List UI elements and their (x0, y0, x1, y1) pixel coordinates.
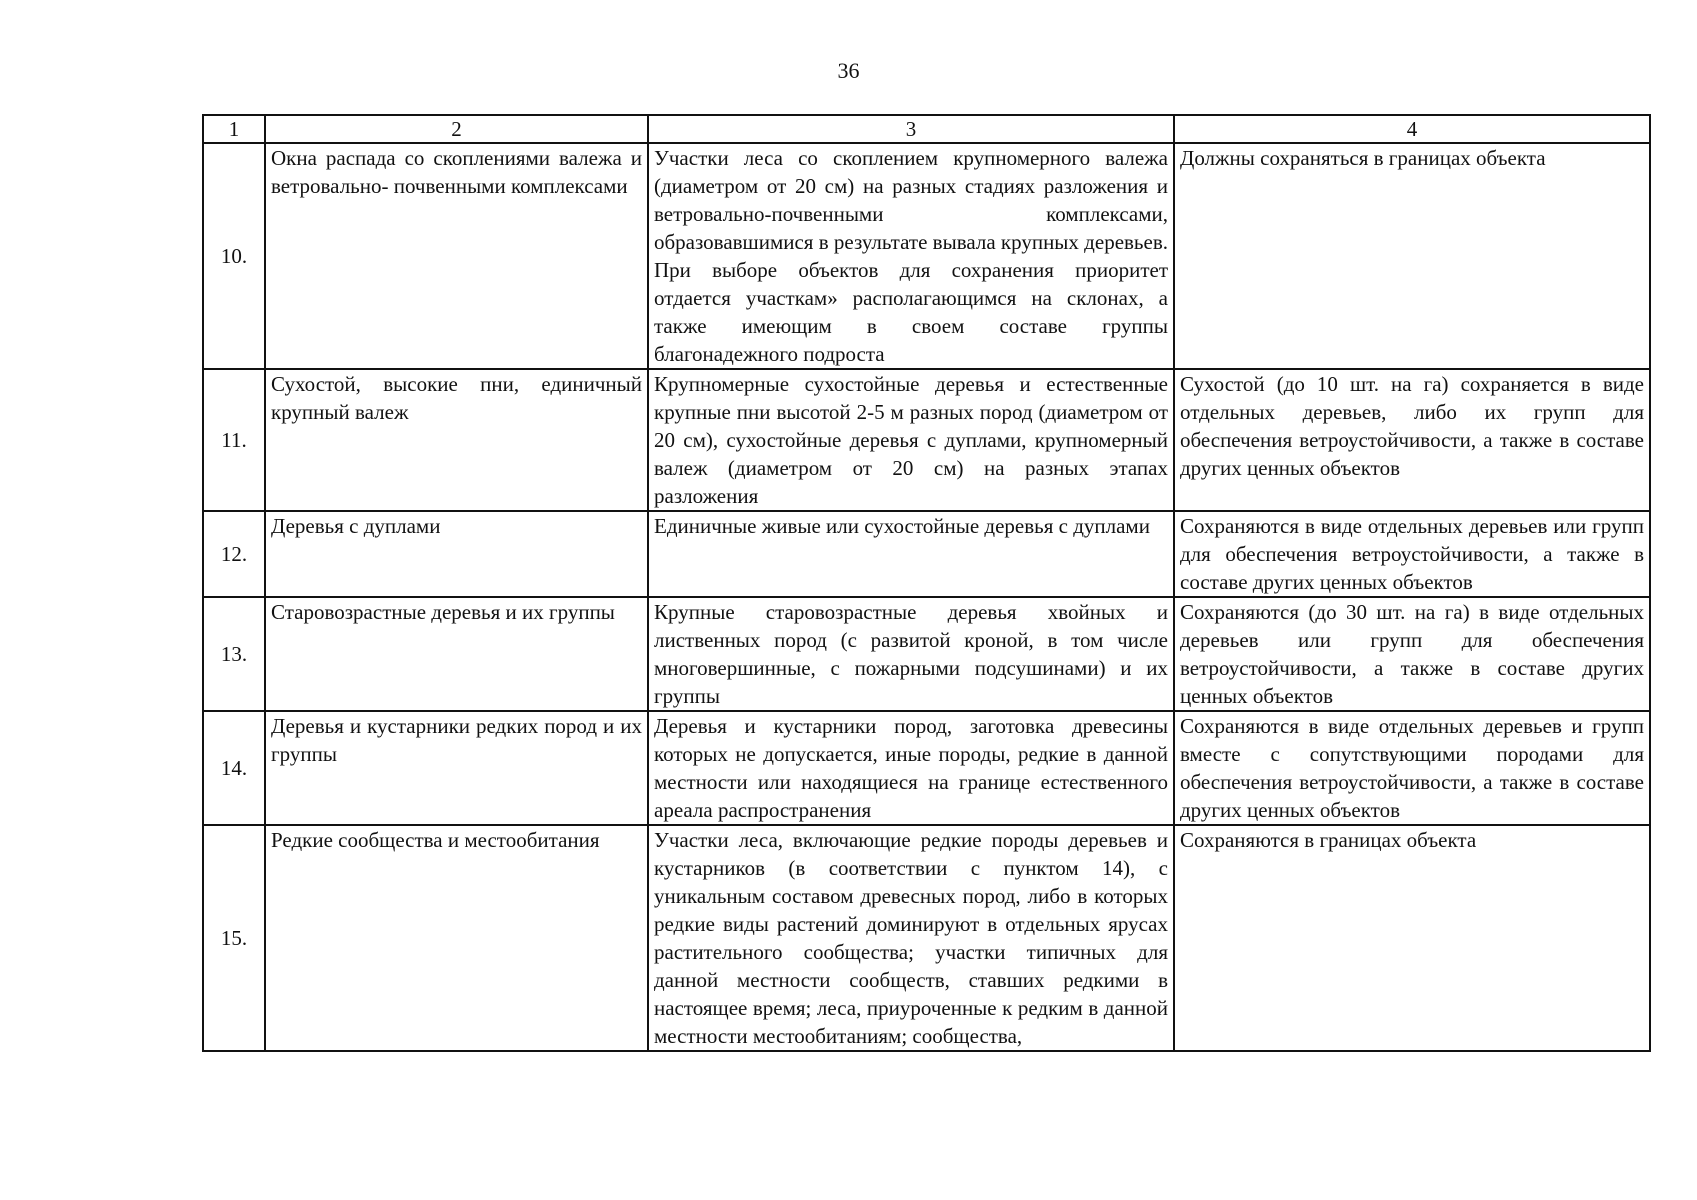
header-cell-2: 2 (265, 115, 648, 143)
table-header-row (203, 115, 1650, 143)
row-number: 13. (203, 597, 265, 711)
object-description: Крупномерные сухостойные деревья и естественные крупные пни высотой 2-5 м разных пород (диаметром от 20 см), сухостойные деревья с дуплами, крупномерный валеж (диаметром от 20 см) на разных этапах разложения (648, 369, 1174, 511)
object-name: Старовозрастные деревья и их группы (265, 597, 648, 711)
table-row (203, 369, 1650, 511)
object-description: Участки леса, включающие редкие породы деревьев и кустарников (в соответствии с пунктом 14), с уникальным составом древесных пород, либо в которых редкие виды растений доминируют в отдельных ярусах растительного сообщества; участки типичных для данной местности сообществ, ставших редкими в настоящее время; леса, приуроченные к редким в данной местности местообитаниям; сообщества, (648, 825, 1174, 1051)
object-description: Единичные живые или сухостойные деревья с дуплами (648, 511, 1174, 597)
row-number: 10. (203, 143, 265, 369)
object-name: Окна распада со скоплениями валежа и ветровально- почвенными комплексами (265, 143, 648, 369)
header-cell-3: 3 (648, 115, 1174, 143)
row-number: 14. (203, 711, 265, 825)
table-row (203, 143, 1650, 369)
object-description: Участки леса со скоплением крупномерного валежа (диаметром от 20 см) на разных стадиях разложения и ветровально-почвенными комплексами, образовавшимися в результате вывала крупных деревьев. При выборе объектов для сохранения приоритет отдается участкам» располагающимся на склонах, а также имеющим в своем составе группы благонадежного подроста (648, 143, 1174, 369)
row-number: 15. (203, 825, 265, 1051)
table-row (203, 711, 1650, 825)
preservation-rule: Сухостой (до 10 шт. на га) сохраняется в виде отдельных деревьев, либо их групп для обеспечения ветроустойчивости, а также в составе других ценных объектов (1174, 369, 1650, 511)
preservation-rule: Сохраняются в виде отдельных деревьев и групп вместе с сопутствующими породами для обеспечения ветроустойчивости, а также в составе других ценных объектов (1174, 711, 1650, 825)
object-name: Редкие сообщества и местообитания (265, 825, 648, 1051)
preservation-rule: Сохраняются (до 30 шт. на га) в виде отдельных деревьев или групп для обеспечения ветроустойчивости, а также в составе других ценных объектов (1174, 597, 1650, 711)
preservation-rule: Сохраняются в границах объекта (1174, 825, 1650, 1051)
object-name: Деревья с дуплами (265, 511, 648, 597)
object-description: Крупные старовозрастные деревья хвойных и лиственных пород (с развитой кроной, в том числе многовершинные, с пожарными подсушинами) и их группы (648, 597, 1174, 711)
table-row (203, 597, 1650, 711)
object-name: Сухостой, высокие пни, единичный крупный валеж (265, 369, 648, 511)
table-row (203, 511, 1650, 597)
object-description: Деревья и кустарники пород, заготовка древесины которых не допускается, иные породы, редкие в данной местности или находящиеся на границе естественного ареала распространения (648, 711, 1174, 825)
preservation-rule: Сохраняются в виде отдельных деревьев или групп для обеспечения ветроустойчивости, а также в составе других ценных объектов (1174, 511, 1650, 597)
header-cell-4: 4 (1174, 115, 1650, 143)
table-row (203, 825, 1650, 1051)
row-number: 11. (203, 369, 265, 511)
header-cell-1: 1 (203, 115, 265, 143)
preservation-rule: Должны сохраняться в границах объекта (1174, 143, 1650, 369)
row-number: 12. (203, 511, 265, 597)
object-name: Деревья и кустарники редких пород и их группы (265, 711, 648, 825)
document-table (202, 114, 1651, 1052)
page-number: 36 (837, 58, 860, 83)
